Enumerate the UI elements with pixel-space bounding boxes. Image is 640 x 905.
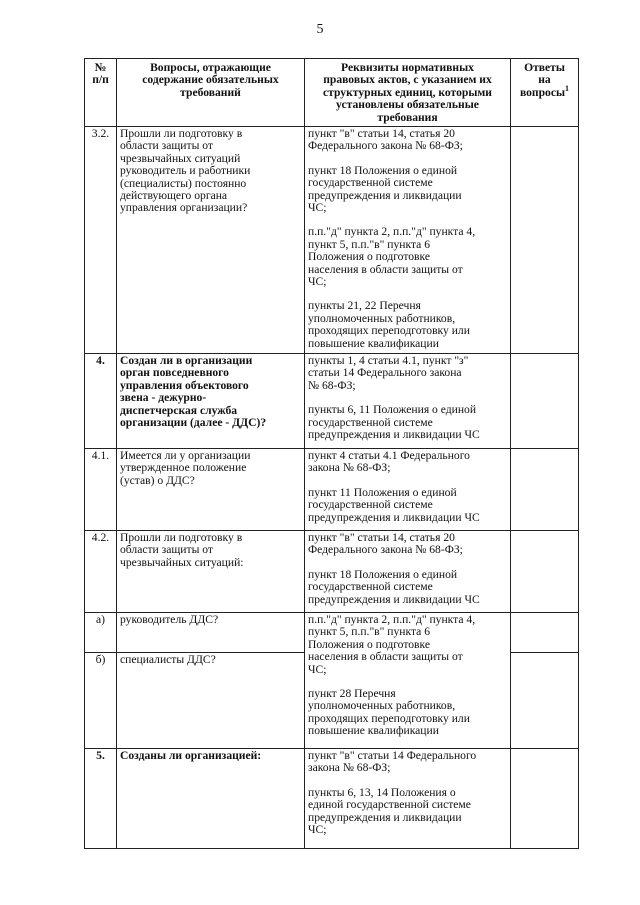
ref-item: пункт 18 Положения о единой государственной системе предупреждения и ликвидации ЧС: [308, 567, 480, 606]
row-question: специалисты ДДС?: [117, 653, 305, 749]
table-row: [85, 531, 579, 613]
row-num: а): [85, 613, 117, 653]
ref-item: пункты 21, 22 Перечня уполномоченных работников, проходящих переподготовку или повышение квалификации: [308, 299, 470, 350]
answer-cell[interactable]: [511, 749, 579, 849]
row-num: 5.: [85, 749, 117, 849]
row-question: Прошли ли подготовку в области защиты от чрезвычайных ситуаций руководитель и работники (специалисты) постоянно действующего органа управления организации?: [117, 127, 305, 354]
ref-item: пункт "в" статьи 14 Федерального закона № 68-ФЗ;: [308, 749, 477, 775]
row-refs: [305, 449, 511, 531]
ref-item: пункт 4 статьи 4.1 Федерального закона № 68-ФЗ;: [308, 449, 470, 475]
row-question: Создан ли в организации орган повседневного управления объектового звена - дежурно- диспетчерская служба организации (далее - ДДС)?: [117, 354, 305, 449]
table-row: [85, 354, 579, 449]
answer-cell[interactable]: [511, 354, 579, 449]
ref-item: п.п."д" пункта 2, п.п."д" пункта 4, пункт 5, п.п."в" пункта 6 Положения о подготовке населения в области защиты от ЧС;: [308, 613, 476, 676]
row-question: Имеется ли у организации утвержденное положение (устав) о ДДС?: [117, 449, 305, 531]
ref-item: пункты 1, 4 статьи 4.1, пункт "з" статьи 14 Федерального закона № 68-ФЗ;: [308, 354, 469, 392]
ref-item: пункты 6, 11 Положения о единой государственной системе предупреждения и ликвидации ЧС: [308, 403, 480, 442]
row-refs: [305, 127, 511, 354]
row-refs-shared: [305, 613, 511, 749]
header-answers-text: Ответы на вопросы: [519, 61, 566, 99]
page-number: 5: [316, 22, 324, 37]
row-question: Прошли ли подготовку в области защиты от чрезвычайных ситуаций:: [117, 531, 305, 613]
ref-item: п.п."д" пункта 2, п.п."д" пункта 4, пункт 5, п.п."в" пункта 6 Положения о подготовке населения в области защиты от ЧС;: [308, 225, 476, 289]
row-num: 4.2.: [85, 531, 117, 613]
table-row: [85, 749, 579, 849]
row-num: 4.1.: [85, 449, 117, 531]
row-question: Созданы ли организацией:: [117, 749, 305, 849]
table-header-row: [85, 59, 579, 127]
header-question: Вопросы, отражающие содержание обязательных требований: [117, 59, 305, 127]
row-question: руководитель ДДС?: [117, 613, 305, 653]
header-num: № п/п: [85, 59, 117, 127]
answer-cell[interactable]: [511, 613, 579, 653]
row-num: б): [85, 653, 117, 749]
answer-cell[interactable]: [511, 449, 579, 531]
ref-item: пункт "в" статьи 14, статья 20 Федерального закона № 68-ФЗ;: [308, 531, 463, 557]
header-requisites: Реквизиты нормативных правовых актов, с указанием их структурных единиц, которыми установлены обязательные требования: [305, 59, 511, 127]
row-num: 4.: [85, 354, 117, 449]
row-refs: [305, 749, 511, 849]
header-answers-footnote: 1: [565, 83, 570, 93]
answer-cell[interactable]: [511, 127, 579, 354]
requirements-table: [84, 58, 579, 849]
ref-item: пункт "в" статьи 14, статья 20 Федерального закона № 68-ФЗ;: [308, 127, 463, 153]
row-refs: [305, 354, 511, 449]
table-row: [85, 127, 579, 354]
ref-item: пункт 11 Положения о единой государственной системе предупреждения и ликвидации ЧС: [308, 485, 480, 524]
row-num: 3.2.: [85, 127, 117, 354]
table-row: [85, 449, 579, 531]
ref-item: пункт 28 Перечня уполномоченных работников, проходящих переподготовку или повышение квалификации: [308, 687, 470, 738]
table-row: [85, 613, 579, 653]
answer-cell[interactable]: [511, 531, 579, 613]
ref-item: пункты 6, 13, 14 Положения о единой государственной системе предупреждения и ликвидации ЧС;: [308, 785, 471, 837]
ref-item: пункт 18 Положения о единой государственной системе предупреждения и ликвидации ЧС;: [308, 163, 462, 215]
row-refs: [305, 531, 511, 613]
header-answers: [511, 59, 579, 127]
answer-cell[interactable]: [511, 653, 579, 749]
